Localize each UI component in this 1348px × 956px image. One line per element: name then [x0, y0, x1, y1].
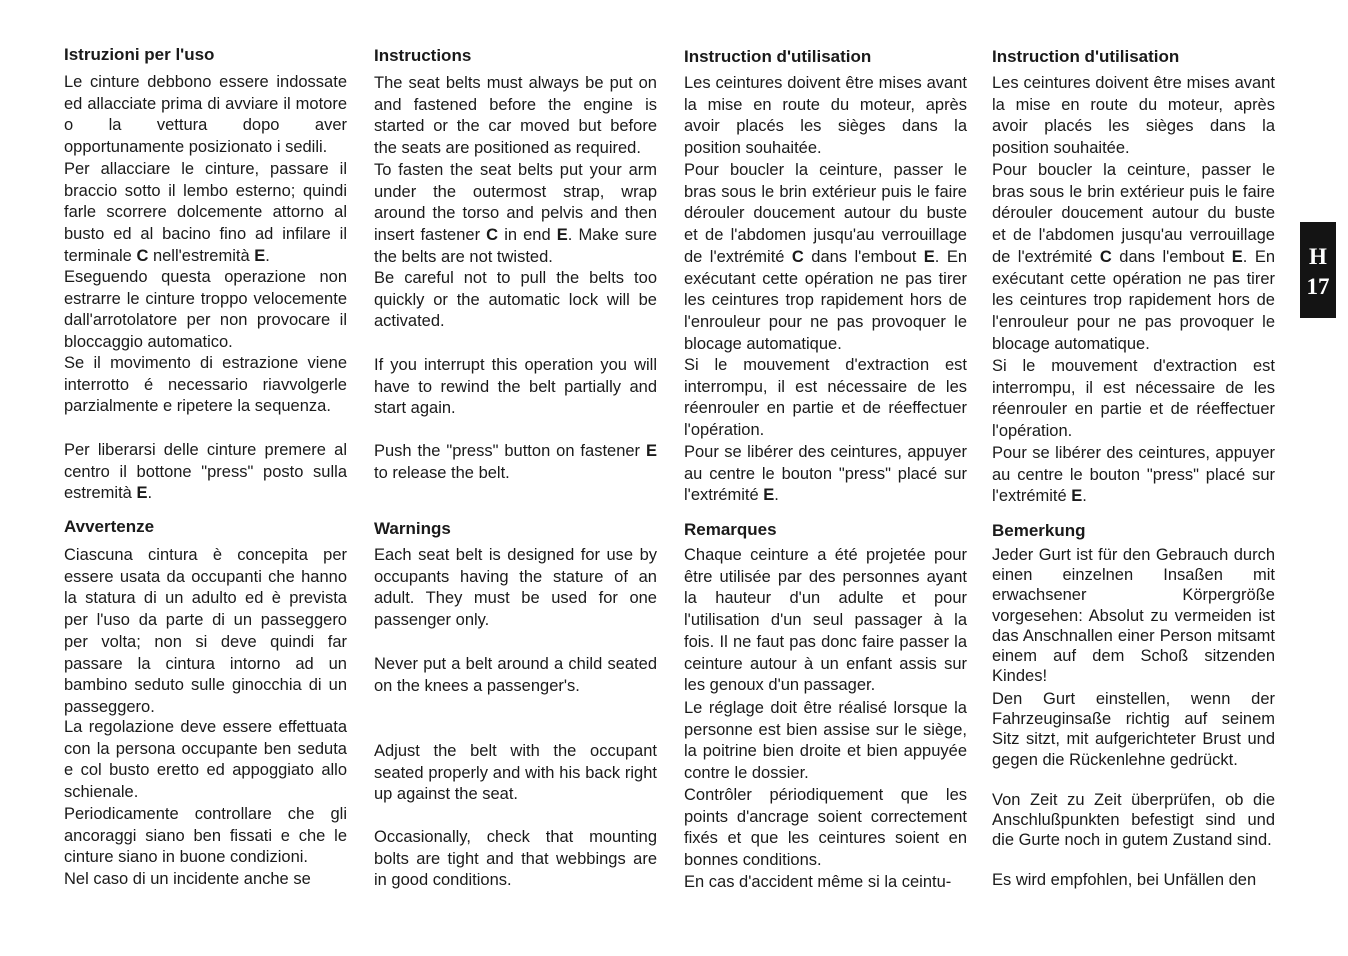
paragraph: Les ceintures doivent être mises avant la mise en route du moteur, après avoir placés les sièges dans la position souhaitée. — [684, 74, 967, 158]
paragraph: En cas d'accident même si la ceintu- — [684, 873, 952, 891]
paragraph: Jeder Gurt ist für den Gebrauch durch einen einzelnen Insaßen mit erwachsener Körpergröße vorgesehen: Absolut zu vermeiden ist das Anschnallen einer Person mitsamt einem auf dem Schoß sitzenden Kindes! — [992, 546, 1275, 686]
paragraph: Les ceintures doivent être mises avant la mise en route du moteur, après avoir placés les sièges dans la position souhaitée. — [992, 74, 1275, 158]
paragraph: Per allacciare le cinture, passare il braccio sotto il lembo esterno; quindi farle scorrere dolcemente attorno al busto ed al bacino fino ad infilare il terminale C nell'estremità E. — [64, 160, 347, 265]
part-reference-letter: C — [486, 226, 499, 245]
paragraph: Periodicamente controllare che gli ancoraggi siano ben fissati e che le cinture siano in buone condizioni. — [64, 805, 347, 867]
paragraph: Per liberarsi delle cinture premere al centro il bottone "press" posto sulla estremità E. — [64, 441, 347, 503]
paragraph: Si le mouvement d'extraction est interrompu, il est nécessaire de les réenrouler en partie et de réeffectuer l'opération. — [992, 357, 1275, 441]
section-letter: H — [1309, 244, 1327, 269]
paragraph: Each seat belt is designed for use by occupants having the stature of an adult. They must be used for one passenger only. — [374, 546, 657, 630]
part-reference-letter: E — [556, 226, 568, 245]
paragraph: Pour se libérer des ceintures, appuyer au centre le bouton "press" placé sur l'extrémité E. — [684, 443, 967, 505]
paragraph: Nel caso di un incidente anche se — [64, 870, 311, 888]
paragraph: Si le mouvement d'extraction est interrompu, il est nécessaire de les réenrouler en partie et de réeffectuer l'opération. — [684, 356, 967, 440]
paragraph: Le cinture debbono essere indossate ed allacciate prima di avviare il motore o la vettura dopo aver opportunamente posizionato i sedili. — [64, 73, 347, 157]
section-heading-instructions: Instructions — [374, 46, 472, 65]
paragraph: Se il movimento di estrazione viene interrotto é necessario riavvolgerle parzialmente e ripetere la sequenza. — [64, 354, 347, 416]
paragraph: Chaque ceinture a été projetée pour être utilisée par des personnes ayant la hauteur d'un adulte et pour l'utilisation d'un seul passager à la fois. Il ne faut pas donc faire passer la ceinture autour à un enfant assis sur les genoux d'un passager. — [684, 546, 967, 695]
paragraph: Occasionally, check that mounting bolts are tight and that webbings are in good conditions. — [374, 828, 657, 890]
section-heading-instructions: Instruction d'utilisation — [992, 47, 1180, 66]
page-number: 17 — [1306, 274, 1330, 299]
paragraph: To fasten the seat belts put your arm under the outermost strap, wrap around the torso and pelvis and then insert fastener C in end E. Make sure the belts are not twisted. — [374, 161, 658, 266]
part-reference-letter: C — [136, 246, 149, 265]
part-reference-letter: E — [763, 486, 775, 505]
section-heading-warnings: Bemerkung — [992, 521, 1086, 540]
section-heading-warnings: Remarques — [684, 520, 777, 539]
part-reference-letter: E — [1231, 247, 1243, 266]
paragraph: The seat belts must always be put on and fastened before the engine is started or the car moved but before the seats are positioned as required. — [374, 74, 657, 158]
paragraph: Never put a belt around a child seated on the knees a passenger's. — [374, 655, 657, 695]
section-heading-instructions: Instruction d'utilisation — [684, 47, 872, 66]
paragraph: Pour boucler la ceinture, passer le bras sous le brin extérieur puis le faire dérouler doucement autour du buste et de l'abdomen jusqu'au verrouillage de l'extrémité C dans l'embout E. En exécutant cette opération ne pas tirer les ceintures trop rapidement hors de l'enrouleur pour ne pas provoquer le blocage automatique. — [992, 161, 1275, 353]
paragraph: Von Zeit zu Zeit überprüfen, ob die Anschlußpunkten befestigt sind und die Gurte noch in gutem Zustand sind. — [992, 791, 1275, 850]
paragraph: Ciascuna cintura è concepita per essere usata da occupanti che hanno la statura di un adulto ed è prevista per l'uso da parte di un passeggero per volta; non si deve quindi far passare la cintura intorno ad un bambino seduto sulle ginocchia di un passeggero. — [64, 546, 347, 716]
paragraph: Le réglage doit être réalisé lorsque la personne est bien assise sur le siège, la poitrine bien droite et bien appuyée contre le dossier. — [684, 699, 967, 783]
paragraph: Adjust the belt with the occupant seated properly and with his back right up against the seat. — [374, 742, 657, 804]
part-reference-letter: E — [645, 442, 657, 460]
paragraph: Es wird empfohlen, bei Unfällen den — [992, 871, 1257, 889]
paragraph: Eseguendo questa operazione non estrarre le cinture troppo velocemente dall'arrotolatore per non provocare il bloccaggio automatico. — [64, 268, 347, 352]
section-heading-instructions: Istruzioni per l'uso — [64, 45, 215, 64]
part-reference-letter: E — [254, 246, 266, 265]
section-heading-warnings: Warnings — [374, 519, 451, 538]
part-reference-letter: C — [1099, 247, 1112, 266]
paragraph: Contrôler périodiquement que les points d'ancrage soient correctement fixés et que les ceintures soient en bonnes conditions. — [684, 786, 967, 870]
paragraph: Den Gurt einstellen, wenn der Fahrzeuginsaße richtig auf seinem Sitz sitzt, mit aufgerichteter Brust und gegen die Rückenlehne gedrückt. — [992, 690, 1275, 769]
paragraph: If you interrupt this operation you will have to rewind the belt partially and start again. — [374, 356, 657, 418]
part-reference-letter: E — [923, 247, 935, 266]
part-reference-letter: E — [136, 484, 148, 503]
part-reference-letter: C — [791, 247, 804, 266]
section-page-tab — [1300, 222, 1336, 318]
paragraph: La regolazione deve essere effettuata con la persona occupante ben seduta e col busto eretto ed appoggiato allo schienale. — [64, 718, 347, 802]
part-reference-letter: E — [1071, 487, 1083, 506]
paragraph: Push the "press" button on fastener E to release the belt. — [374, 442, 657, 482]
section-heading-warnings: Avvertenze — [64, 517, 155, 536]
paragraph: Be careful not to pull the belts too quickly or the automatic lock will be activated. — [374, 269, 657, 331]
paragraph: Pour boucler la ceinture, passer le bras sous le brin extérieur puis le faire dérouler doucement autour du buste et de l'abdomen jusqu'au verrouillage de l'extrémité C dans l'embout E. En exécutant cette opération ne pas tirer les ceintures trop rapidement hors de l'enrouleur pour ne pas provoquer le blocage automatique. — [684, 161, 967, 353]
paragraph: Pour se libérer des ceintures, appuyer au centre le bouton "press" placé sur l'extrémité E. — [992, 444, 1275, 506]
